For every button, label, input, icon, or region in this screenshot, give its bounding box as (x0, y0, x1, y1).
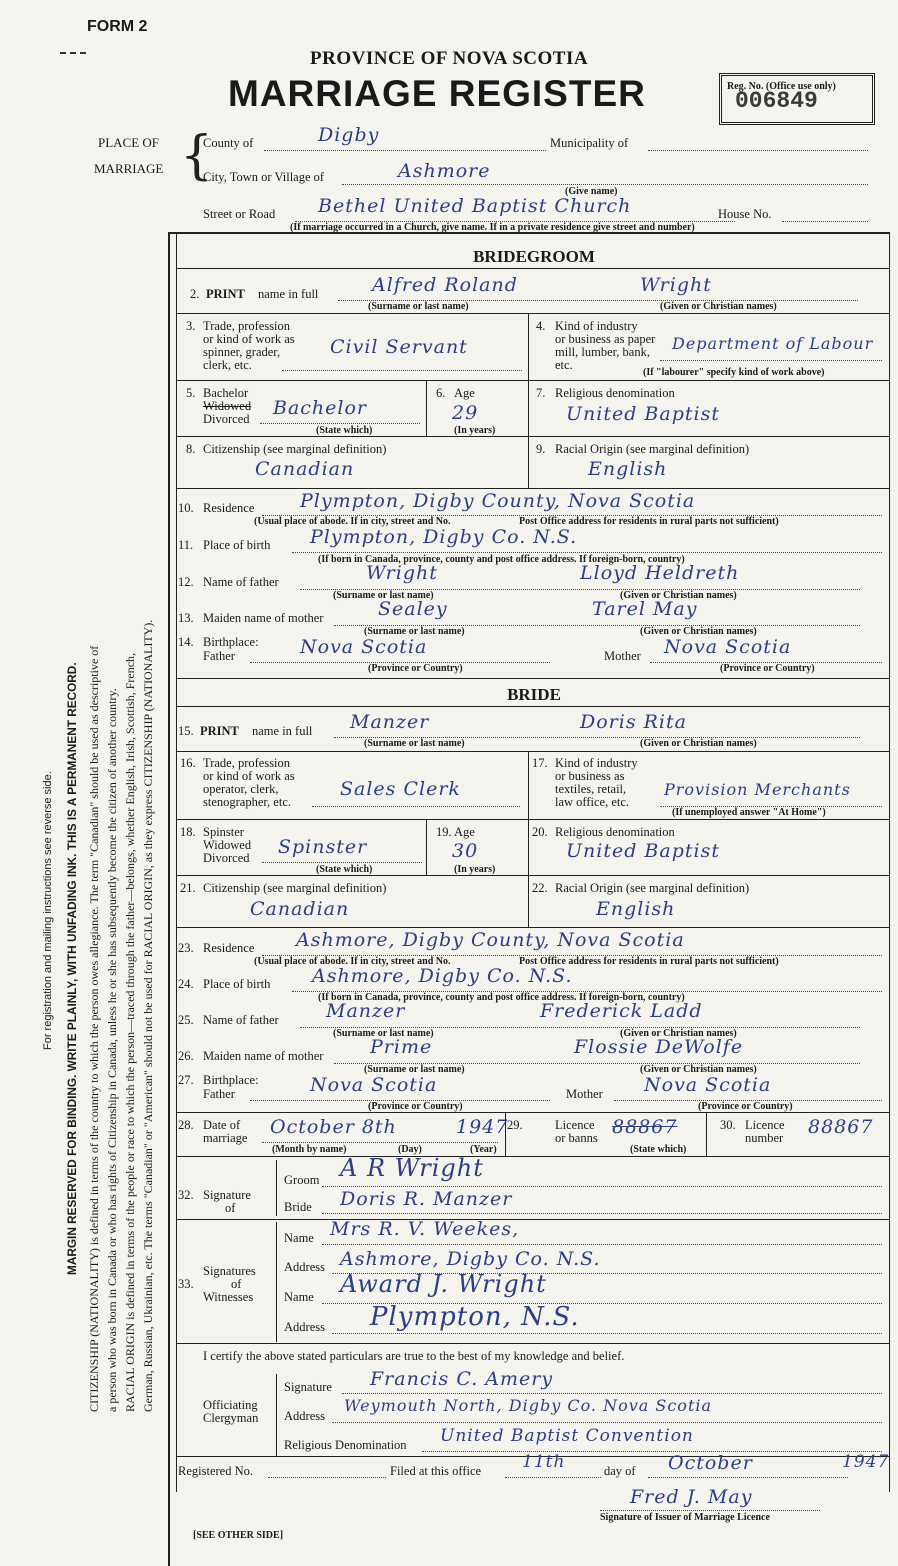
house-label: House No. (718, 207, 772, 221)
groom-residence[interactable]: Plympton, Digby County, Nova Scotia (300, 490, 696, 512)
f10-num: 10. (178, 501, 194, 515)
row-line (176, 819, 889, 820)
w2-address-line (332, 1333, 882, 1334)
left-inner-line (176, 232, 177, 1492)
groom-sig-label: Groom (284, 1173, 320, 1187)
f16-l1: Trade, profession (203, 756, 291, 770)
margin-binding-note: MARGIN RESERVED FOR BINDING. WRITE PLAINLY, WITH UNFADING INK. THIS IS A PERMANENT RECORD. (65, 662, 79, 1275)
f26-surname-caption: (Surname or last name) (364, 1064, 465, 1075)
f17-num: 17. (532, 756, 548, 770)
f4-l1: Kind of industry (555, 319, 638, 333)
col-divider (528, 751, 529, 819)
f28-month-caption: (Month by name) (272, 1144, 347, 1155)
f15-surname-caption: (Surname or last name) (364, 738, 465, 749)
county-value[interactable]: Digby (318, 124, 380, 146)
bride-religion[interactable]: United Baptist (566, 840, 720, 862)
f10-label: Residence (203, 501, 255, 515)
top-border (168, 232, 890, 234)
f19-label: Age (454, 825, 475, 839)
filed-label: Filed at this office (390, 1464, 482, 1478)
f14-label: Birthplace: (203, 635, 259, 649)
clergy-address[interactable]: Weymouth North, Digby Co. Nova Scotia (344, 1396, 713, 1415)
section-line (176, 1343, 889, 1344)
filed-day[interactable]: 11th (522, 1452, 566, 1472)
witness1-name[interactable]: Mrs R. V. Weekes, (330, 1218, 520, 1240)
f22-label: Racial Origin (see marginal definition) (555, 881, 750, 895)
f4-l4: etc. (555, 358, 573, 372)
f28-year-caption: (Year) (470, 1144, 497, 1155)
clergy-address-label: Address (284, 1409, 325, 1423)
clergy-denom-label: Religious Denomination (284, 1438, 407, 1452)
f11-num: 11. (178, 538, 194, 552)
marriage-year[interactable]: 1947 (456, 1116, 509, 1138)
citizenship-def-1: CITIZENSHIP (NATIONALITY) is defined in terms of the country to which the person owes allegiance. The term "Canadian" should be used as descriptive of (87, 645, 101, 1412)
street-value[interactable]: Bethel United Baptist Church (318, 195, 632, 217)
f18-l2: Widowed (203, 838, 252, 852)
f16-l2: or kind of work as (203, 769, 295, 783)
f33-l2: of (231, 1277, 242, 1291)
bride-racial[interactable]: English (596, 898, 676, 920)
f25-label: Name of father (203, 1013, 279, 1027)
f15-label: name in full (252, 724, 313, 738)
col-divider (528, 875, 529, 927)
clergy-address-line (332, 1422, 882, 1423)
f24-num: 24. (178, 977, 194, 991)
row-line (176, 488, 889, 489)
bride-status[interactable]: Spinster (278, 836, 368, 858)
f4-caption: (If "labourer" specify kind of work above) (643, 367, 825, 378)
groom-industry[interactable]: Department of Labour (672, 334, 874, 353)
right-border (889, 232, 890, 1492)
f32-l2: of (225, 1201, 236, 1215)
f27-num: 27. (178, 1073, 194, 1087)
groom-given[interactable]: Alfred Roland (372, 274, 518, 296)
bridegroom-heading: BRIDEGROOM (473, 247, 595, 266)
certify-text: I certify the above stated particulars are true to the best of my knowledge and belief. (203, 1349, 625, 1363)
registered-label: Registered No. (178, 1464, 253, 1478)
f5-l3: Divorced (203, 412, 250, 426)
witness-bracket (276, 1222, 277, 1342)
section-line (176, 678, 889, 679)
row-line (176, 751, 889, 752)
see-other-side: [SEE OTHER SIDE] (193, 1530, 284, 1541)
f30-l2: number (745, 1131, 784, 1145)
f13-given-caption: (Given or Christian names) (640, 626, 757, 637)
groom-signature[interactable]: A R Wright (340, 1154, 484, 1182)
f19-caption: (In years) (454, 864, 496, 875)
groom-head-line (176, 268, 889, 269)
f15-print: PRINT (200, 724, 239, 738)
bride-given[interactable]: Doris Rita (580, 711, 687, 733)
issuer-line (600, 1510, 820, 1511)
clergy-l2: Clergyman (203, 1411, 259, 1425)
groom-status[interactable]: Bachelor (273, 397, 368, 419)
f13-label: Maiden name of mother (203, 611, 324, 625)
f17-l4: law office, etc. (555, 795, 630, 809)
col-divider (426, 819, 427, 875)
f26-num: 26. (178, 1049, 194, 1063)
col-divider (528, 380, 529, 436)
f11-caption: (If born in Canada, province, county and post office address. If foreign-born, country) (318, 554, 685, 565)
f3-l2: or kind of work as (203, 332, 295, 346)
bride-age[interactable]: 30 (452, 840, 479, 862)
groom-surname[interactable]: Wright (640, 274, 712, 296)
bride-mother-surname[interactable]: Prime (370, 1036, 433, 1058)
col-divider (505, 1112, 506, 1156)
f18-caption: (State which) (316, 864, 373, 875)
f33-l3: Witnesses (203, 1290, 254, 1304)
f29-l1: Licence (555, 1118, 595, 1132)
racial-def-2: German, Russian, Ukrainian, etc. The terms "Canadian" or "American" should not be used for RACIAL ORIGIN, as they express CITIZENSHIP (NATIONALITY). (141, 619, 155, 1412)
f29-l2: or banns (555, 1131, 598, 1145)
province-title: PROVINCE OF NOVA SCOTIA (310, 48, 589, 69)
place-brace: { (180, 126, 214, 186)
bride-industry[interactable]: Provision Merchants (664, 780, 851, 799)
f14-mother-caption: (Province or Country) (720, 663, 815, 674)
w2-name-label: Name (284, 1290, 314, 1304)
f13-surname-caption: (Surname or last name) (364, 626, 465, 637)
form-number: FORM 2 (87, 18, 148, 35)
city-label: City, Town or Village of (203, 170, 325, 184)
f17-caption: (If unemployed answer "At Home") (672, 807, 826, 818)
bride-father-given[interactable]: Frederick Ladd (540, 1000, 703, 1022)
groom-father-given[interactable]: Lloyd Heldreth (580, 562, 740, 584)
municipality-line (648, 150, 868, 151)
clergy-denomination[interactable]: United Baptist Convention (440, 1426, 694, 1446)
f27-label: Birthplace: (203, 1073, 259, 1087)
issuer-signature[interactable]: Fred J. May (630, 1486, 753, 1508)
f15-num: 15. (178, 724, 194, 738)
f12-surname-caption: (Surname or last name) (333, 590, 434, 601)
give-name-caption: (Give name) (565, 186, 618, 197)
f28-num: 28. (178, 1118, 194, 1132)
f9-num: 9. (536, 442, 546, 456)
f11-label: Place of birth (203, 538, 271, 552)
municipality-label: Municipality of (550, 136, 629, 150)
bride-birthplace[interactable]: Ashmore, Digby Co. N.S. (312, 965, 573, 987)
f18-l1: Spinster (203, 825, 244, 839)
f10-caption-1: (Usual place of abode. If in city, street and No. (254, 516, 451, 527)
groom-mother-surname[interactable]: Sealey (378, 598, 448, 620)
bride-father-birthplace[interactable]: Nova Scotia (310, 1074, 438, 1096)
f17-l1: Kind of industry (555, 756, 638, 770)
f23-caption-2: Post Office address for residents in rural parts not sufficient) (519, 956, 779, 967)
row-line (176, 313, 889, 314)
clergy-denom-line (422, 1451, 882, 1452)
f4-line (660, 360, 882, 361)
f5-caption: (State which) (316, 425, 373, 436)
w1-address-label: Address (284, 1260, 325, 1274)
filed-day-line (505, 1477, 601, 1478)
groom-mother-birthplace[interactable]: Nova Scotia (664, 636, 792, 658)
f6-label: Age (454, 386, 475, 400)
form-dash (60, 52, 86, 54)
col-divider (528, 313, 529, 380)
street-caption: (If marriage occurred in a Church, give name. If in a private residence give street and number) (290, 222, 695, 233)
section-line (176, 1156, 889, 1157)
f4-l3: mill, lumber, bank, (555, 345, 650, 359)
bride-residence[interactable]: Ashmore, Digby County, Nova Scotia (296, 929, 685, 951)
row-line (176, 380, 889, 381)
groom-citizenship[interactable]: Canadian (255, 458, 355, 480)
f5-l2: Widowed (203, 399, 252, 413)
groom-sig-line (322, 1186, 882, 1187)
f2-label: name in full (258, 287, 319, 301)
f25-surname-caption: (Surname or last name) (333, 1028, 434, 1039)
w2-address-label: Address (284, 1320, 325, 1334)
f6-num: 6. (436, 386, 446, 400)
sig-bracket (276, 1160, 277, 1216)
f9-label: Racial Origin (see marginal definition) (555, 442, 750, 456)
f16-l4: stenographer, etc. (203, 795, 292, 809)
col-divider (426, 380, 427, 436)
f12-given-caption: (Given or Christian names) (620, 590, 737, 601)
section-line (176, 1219, 889, 1220)
bride-father-surname[interactable]: Manzer (326, 1000, 406, 1022)
f28-l1: Date of (203, 1118, 241, 1132)
f8-label: Citizenship (see marginal definition) (203, 442, 387, 456)
f2-surname-caption: (Surname or last name) (368, 301, 469, 312)
row-line (176, 875, 889, 876)
reg-label: Reg. No. (Office use only) (727, 81, 836, 92)
f21-num: 21. (180, 881, 196, 895)
f22-num: 22. (532, 881, 548, 895)
f8-num: 8. (186, 442, 196, 456)
f16-l3: operator, clerk, (203, 782, 279, 796)
licence-number[interactable]: 88867 (808, 1116, 874, 1138)
f24-label: Place of birth (203, 977, 271, 991)
col-divider (706, 1112, 707, 1156)
bride-sig-line (322, 1213, 882, 1214)
row-line (176, 436, 889, 437)
f26-label: Maiden name of mother (203, 1049, 324, 1063)
county-label: County of (203, 136, 254, 150)
f19-num: 19. (436, 825, 452, 839)
place-label-1: PLACE OF (98, 135, 160, 150)
city-line (342, 184, 868, 185)
groom-religion[interactable]: United Baptist (566, 403, 720, 425)
f27-father-label: Father (203, 1087, 235, 1101)
bride-signature[interactable]: Doris R. Manzer (340, 1188, 513, 1210)
f17-l3: textiles, retail, (555, 782, 627, 796)
f12-label: Name of father (203, 575, 279, 589)
f28-l2: marriage (203, 1131, 248, 1145)
f3-l1: Trade, profession (203, 319, 291, 333)
f30-num: 30. (720, 1118, 736, 1132)
f17-l2: or business as (555, 769, 625, 783)
f14-father-label: Father (203, 649, 235, 663)
marriage-month-day[interactable]: October 8th (270, 1116, 397, 1138)
f7-num: 7. (536, 386, 546, 400)
f4-num: 4. (536, 319, 546, 333)
f10-caption-2: Post Office address for residents in rural parts not sufficient) (519, 516, 779, 527)
f27-father-caption: (Province or Country) (368, 1101, 463, 1112)
clergy-sig-line (342, 1393, 882, 1394)
house-line (782, 221, 868, 222)
f7-label: Religious denomination (555, 386, 675, 400)
f23-caption-1: (Usual place of abode. If in city, street and No. (254, 956, 451, 967)
racial-def-1: RACIAL ORIGIN is defined in terms of the people or race to which the person—traced through the father—belongs, whether English, Irish, Scottish, French, (123, 652, 137, 1412)
clergy-signature[interactable]: Francis C. Amery (370, 1368, 554, 1390)
bride-mother-given[interactable]: Flossie DeWolfe (574, 1036, 744, 1058)
w1-name-line (322, 1244, 882, 1245)
w1-name-label: Name (284, 1231, 314, 1245)
f30-l1: Licence (745, 1118, 785, 1132)
f5-line (260, 423, 420, 424)
f3-num: 3. (186, 319, 196, 333)
issuer-caption: Signature of Issuer of Marriage Licence (600, 1512, 770, 1523)
col-divider (528, 436, 529, 488)
f23-num: 23. (178, 941, 194, 955)
filed-month[interactable]: October (668, 1452, 753, 1474)
instructions-note: For registration and mailing instructions see reverse side. (42, 771, 54, 1050)
f32-l1: Signature (203, 1188, 251, 1202)
f14-mother-label: Mother (604, 649, 641, 663)
f2-num: 2. (190, 287, 200, 301)
filed-year[interactable]: 1947 (842, 1452, 890, 1472)
bride-surname[interactable]: Manzer (350, 711, 430, 733)
f6-caption: (In years) (454, 425, 496, 436)
groom-father-birthplace[interactable]: Nova Scotia (300, 636, 428, 658)
f28-day-caption: (Day) (398, 1144, 422, 1155)
f14-num: 14. (178, 635, 194, 649)
county-line (264, 150, 546, 151)
f20-label: Religious denomination (555, 825, 675, 839)
f3-line (282, 370, 522, 371)
street-label: Street or Road (203, 207, 276, 221)
bride-heading: BRIDE (507, 685, 561, 704)
witness2-address[interactable]: Plympton, N.S. (370, 1302, 580, 1332)
left-margin-line (168, 232, 170, 1566)
f11-line (292, 552, 882, 553)
f33-num: 33. (178, 1277, 194, 1291)
bride-sig-label: Bride (284, 1200, 312, 1214)
groom-age[interactable]: 29 (452, 402, 479, 424)
f27-mother-label: Mother (566, 1087, 603, 1101)
bride-mother-birthplace[interactable]: Nova Scotia (644, 1074, 772, 1096)
f24-caption: (If born in Canada, province, county and post office address. If foreign-born, country) (318, 992, 685, 1003)
f13-num: 13. (178, 611, 194, 625)
f28-line (262, 1142, 498, 1143)
f4-l2: or business as paper (555, 332, 656, 346)
page-title: MARRIAGE REGISTER (228, 73, 646, 114)
row-line (176, 927, 889, 928)
f26-given-caption: (Given or Christian names) (640, 1064, 757, 1075)
f25-given-caption: (Given or Christian names) (620, 1028, 737, 1039)
f3-l3: spinner, grader, (203, 345, 281, 359)
f27-mother-caption: (Province or Country) (698, 1101, 793, 1112)
f5-l1: Bachelor (203, 386, 249, 400)
citizenship-def-2: a person who was born in Canada or who has rights of Citizenship in Canada, unless he or she has subsequently become the citizen of another country. (105, 688, 119, 1412)
groom-mother-given[interactable]: Tarel May (592, 598, 698, 620)
f18-num: 18. (180, 825, 196, 839)
col-divider (528, 819, 529, 875)
f33-l1: Signatures (203, 1264, 256, 1278)
groom-trade[interactable]: Civil Servant (330, 336, 468, 358)
f29-caption: (State which) (630, 1144, 687, 1155)
clergy-bracket (276, 1374, 277, 1456)
f16-num: 16. (180, 756, 196, 770)
groom-birthplace[interactable]: Plympton, Digby Co. N.S. (310, 526, 578, 548)
f29-value[interactable]: 88867 (612, 1116, 678, 1138)
f16-line (312, 806, 520, 807)
f3-l4: clerk, etc. (203, 358, 252, 372)
f12-num: 12. (178, 575, 194, 589)
witness2-name[interactable]: Award J. Wright (340, 1270, 547, 1298)
clergy-l1: Officiating (203, 1398, 258, 1412)
bride-trade[interactable]: Sales Clerk (340, 778, 461, 800)
f18-line (262, 862, 422, 863)
f20-num: 20. (532, 825, 548, 839)
groom-racial[interactable]: English (588, 458, 668, 480)
filed-month-line (648, 1477, 848, 1478)
day-of-label: day of (604, 1464, 636, 1478)
f2-given-caption: (Given or Christian names) (660, 301, 777, 312)
registered-line (268, 1477, 386, 1478)
clergy-sig-label: Signature (284, 1380, 332, 1394)
groom-father-surname[interactable]: Wright (366, 562, 438, 584)
f23-label: Residence (203, 941, 255, 955)
bride-head-line (176, 706, 889, 707)
f32-num: 32. (178, 1188, 194, 1202)
city-value[interactable]: Ashmore (398, 160, 491, 182)
f14-father-caption: (Province or Country) (368, 663, 463, 674)
f25-num: 25. (178, 1013, 194, 1027)
witness1-address[interactable]: Ashmore, Digby Co. N.S. (340, 1248, 601, 1270)
section-line (176, 1112, 889, 1113)
f29-num: 29. (507, 1118, 523, 1132)
f15-given-caption: (Given or Christian names) (640, 738, 757, 749)
f5-num: 5. (186, 386, 196, 400)
f2-print: PRINT (206, 287, 245, 301)
f18-l3: Divorced (203, 851, 250, 865)
f21-label: Citizenship (see marginal definition) (203, 881, 387, 895)
place-label-2: MARRIAGE (94, 161, 164, 176)
reg-number: 006849 (735, 88, 818, 114)
bride-citizenship[interactable]: Canadian (250, 898, 350, 920)
